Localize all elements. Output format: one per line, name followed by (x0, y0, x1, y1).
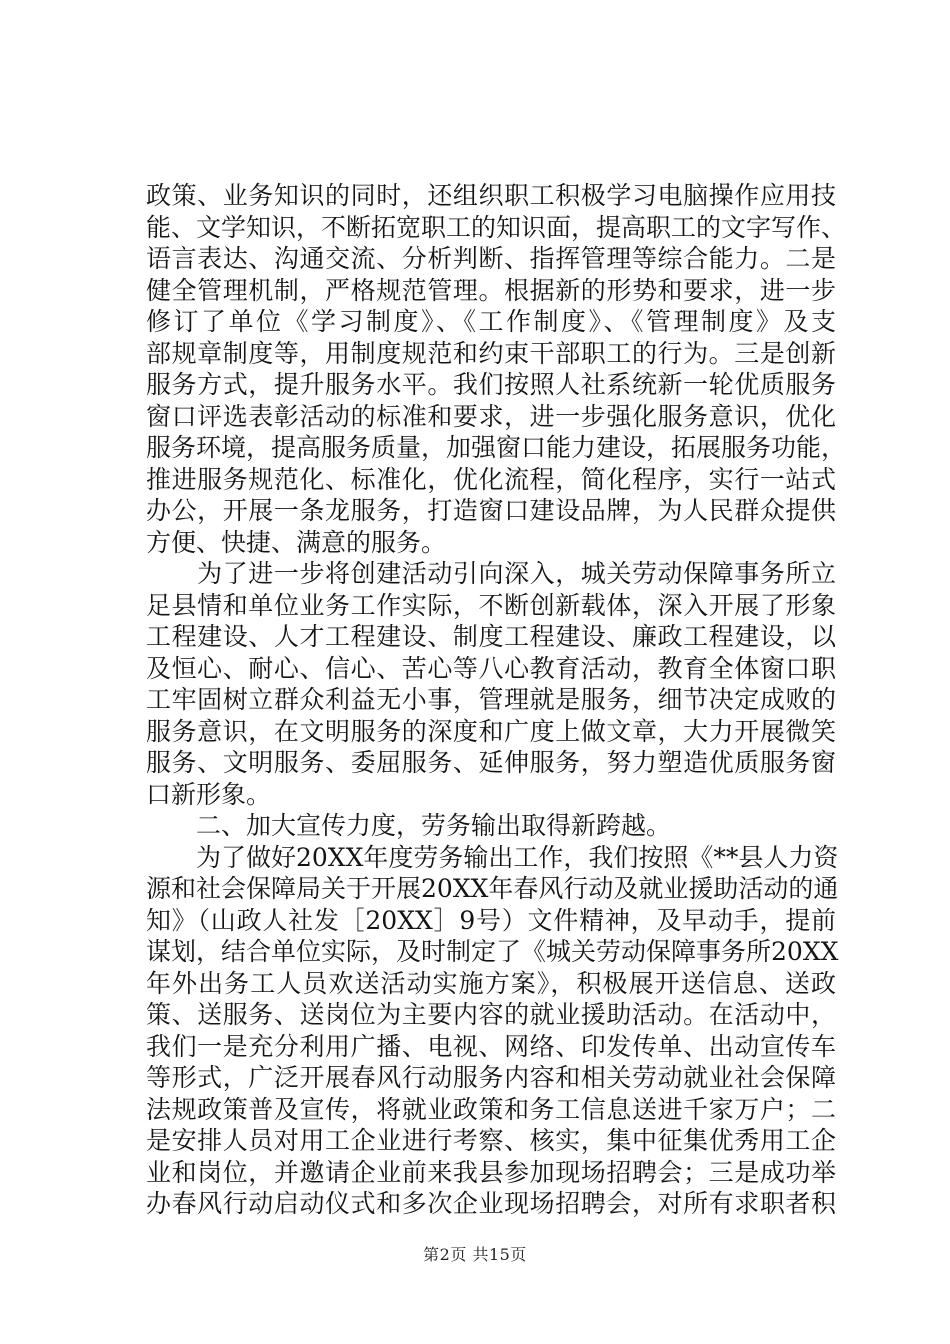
text-line: 知》（山政人社发［20XX］9号）文件精神，及早动手，提前 (146, 905, 836, 935)
text-line: 足县情和单位业务工作实际，不断创新载体，深入开展了形象 (146, 590, 836, 620)
text-line: 年外出务工人员欢送活动实施方案》，积极展开送信息、送政 (146, 968, 836, 998)
text-line: 修订了单位《学习制度》、《工作制度》、《管理制度》及支 (146, 307, 836, 336)
text-line: 为了进一步将创建活动引向深入，城关劳动保障事务所立 (146, 559, 836, 588)
text-line: 政策、业务知识的同时，还组织职工积极学习电脑操作应用技 (146, 181, 836, 210)
text-line: 窗口评选表彰活动的标准和要求，进一步强化服务意识，优化 (146, 401, 836, 431)
text-line: 服务方式，提升服务水平。我们按照人社系统新一轮优质服务 (146, 370, 836, 399)
text-line: 部规章制度等，用制度规范和约束干部职工的行为。三是创新 (146, 338, 836, 368)
text-line: 办公，开展一条龙服务，打造窗口建设品牌，为人民群众提供 (146, 496, 836, 525)
text-line: 方便、快捷、满意的服务。 (146, 527, 447, 557)
document-body (146, 180, 847, 1220)
text-line: 为了做好20XX年度劳务输出工作，我们按照《**县人力资 (146, 842, 839, 872)
text-line: 能、文学知识，不断拓宽职工的知识面，提高职工的文字写作、 (146, 212, 847, 242)
text-line: 是安排人员对用工企业进行考察、核实，集中征集优秀用工企 (146, 1126, 836, 1155)
text-line: 工牢固树立群众利益无小事，管理就是服务，细节决定成败的 (146, 685, 836, 714)
text-line: 我们一是充分利用广播、电视、网络、印发传单、出动宣传车 (146, 1031, 836, 1061)
text-line: 等形式，广泛开展春风行动服务内容和相关劳动就业社会保障 (146, 1063, 836, 1092)
text-line: 工程建设、人才工程建设、制度工程建设、廉政工程建设，以 (146, 622, 836, 651)
text-line: 法规政策普及宣传，将就业政策和务工信息送进千家万户；二 (146, 1094, 836, 1124)
page-number-footer: 第2页 共15页 (423, 1245, 527, 1264)
text-line: 源和社会保障局关于开展20XX年春风行动及就业援助活动的通 (146, 874, 839, 903)
text-line: 服务环境，提高服务质量，加强窗口能力建设，拓展服务功能， (146, 433, 847, 462)
text-line: 服务、文明服务、委屈服务、延伸服务，努力塑造优质服务窗 (146, 748, 836, 777)
text-line: 推进服务规范化、标准化，优化流程，简化程序，实行一站式 (146, 464, 836, 494)
text-line: 口新形象。 (146, 779, 272, 809)
section-heading: 二、加大宣传力度，劳务输出取得新跨越。 (146, 811, 672, 840)
text-line: 办春风行动启动仪式和多次企业现场招聘会，对所有求职者积 (146, 1189, 836, 1218)
text-line: 健全管理机制，严格规范管理。根据新的形势和要求，进一步 (146, 275, 836, 305)
text-line: 语言表达、沟通交流、分析判断、指挥管理等综合能力。二是 (146, 244, 836, 273)
text-line: 谋划，结合单位实际，及时制定了《城关劳动保障事务所20XX (146, 937, 839, 966)
text-line: 策、送服务、送岗位为主要内容的就业援助活动。在活动中， (146, 1000, 836, 1029)
text-line: 及恒心、耐心、信心、苦心等八心教育活动，教育全体窗口职 (146, 653, 836, 683)
text-line: 服务意识，在文明服务的深度和广度上做文章，大力开展微笑 (146, 716, 836, 746)
text-line: 业和岗位，并邀请企业前来我县参加现场招聘会；三是成功举 (146, 1157, 836, 1187)
